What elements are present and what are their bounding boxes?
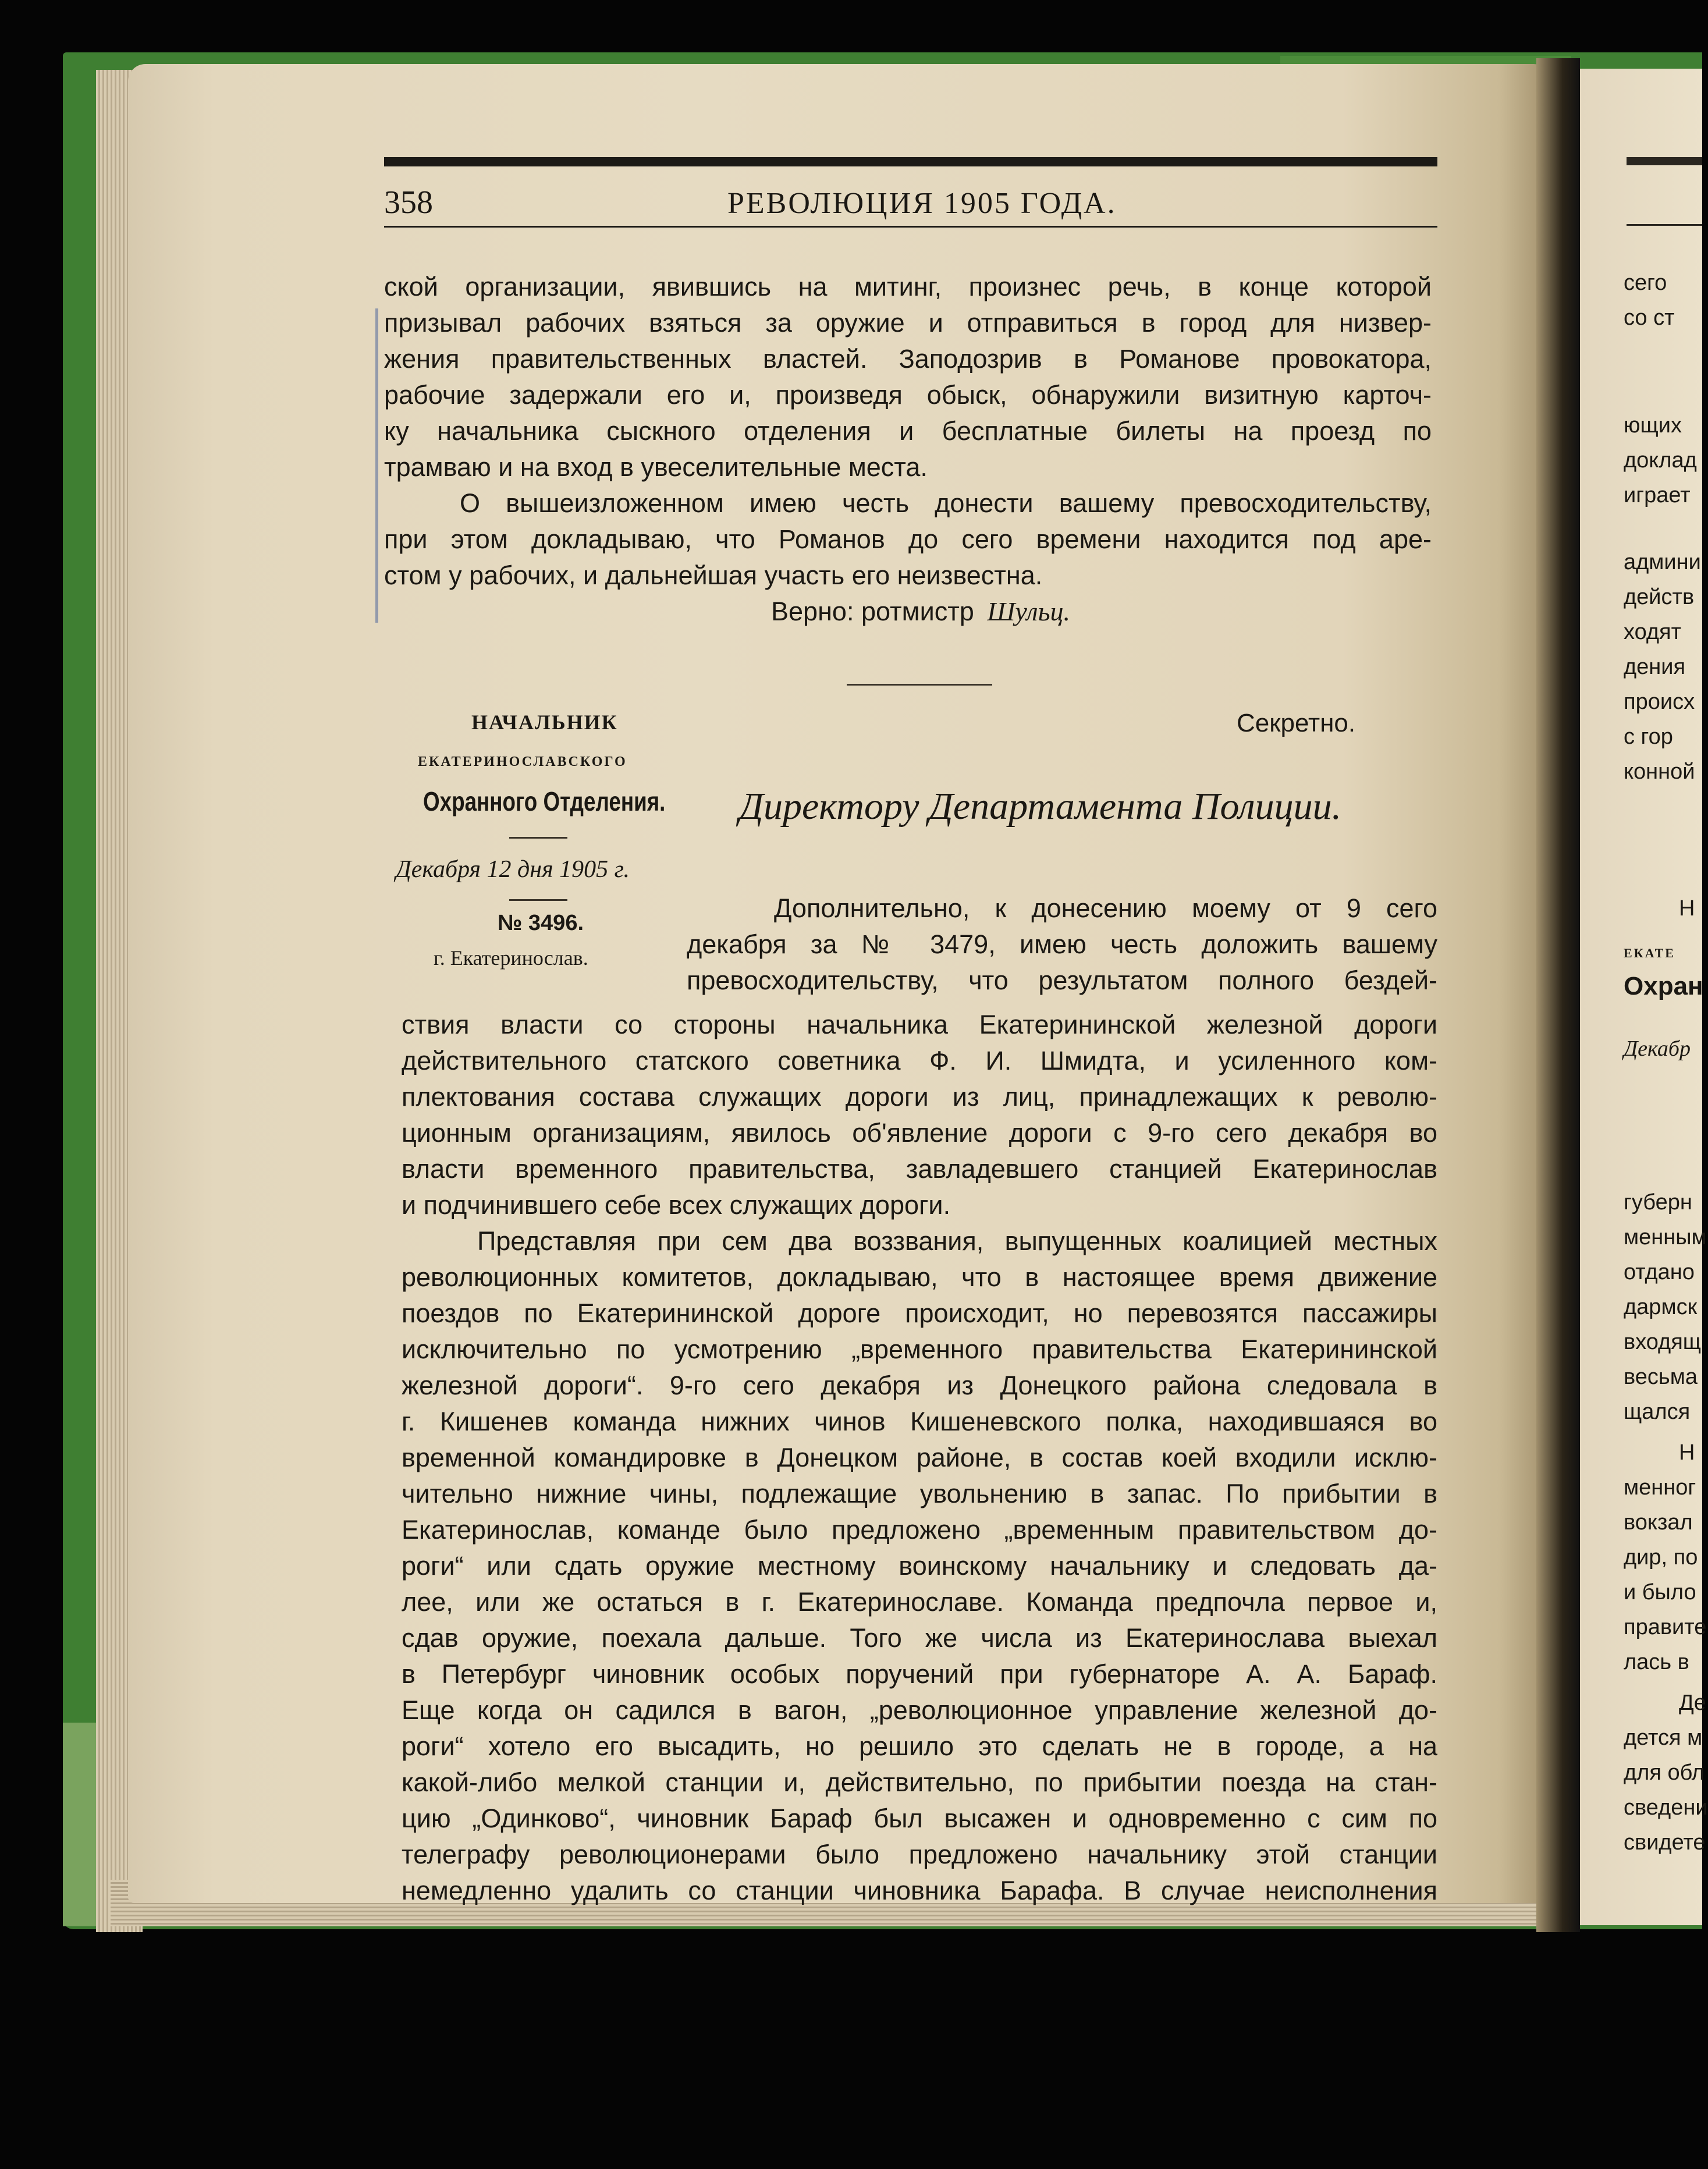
letter-date: Декабря 12 дня 1905 г.	[396, 856, 630, 883]
next-page-fragment: весьма	[1624, 1365, 1698, 1389]
section-divider	[847, 684, 992, 686]
next-page-fragment: админи	[1624, 550, 1701, 574]
next-page-fragment: щался	[1624, 1400, 1691, 1424]
text-line: ской организации, явившись на митинг, произнес речь, в конце которой	[384, 272, 1432, 301]
next-page-fragment: Н	[1679, 896, 1695, 921]
text-line: какой-либо мелкой станции и, действительно, по прибытии поезда на стан-	[402, 1767, 1437, 1797]
next-page-fragment: действ	[1624, 585, 1695, 609]
next-page-fragment: вокзал	[1624, 1510, 1693, 1535]
signature-line	[771, 594, 1070, 630]
addressee: Директору Департамента Полиции.	[739, 785, 1342, 828]
letter-place: г. Екатеринослав.	[434, 946, 588, 970]
next-page-fragment: доклад	[1624, 448, 1697, 473]
letterhead-divider	[509, 899, 567, 901]
text-line: ствия власти со стороны начальника Екатерининской железной дороги	[402, 1010, 1437, 1039]
next-page-fragment: Декабр	[1624, 1036, 1691, 1061]
next-page-fragment: дармск	[1624, 1295, 1698, 1319]
next-page-fragment: ходят	[1624, 620, 1682, 644]
text-line: поездов по Екатерининской дороге происходит, но перевозятся пассажиры	[402, 1298, 1437, 1328]
top-paragraphs	[384, 269, 1437, 618]
next-page-fragment: сего	[1624, 271, 1667, 295]
next-page-fragment: менным	[1624, 1225, 1707, 1249]
text-line: Дополнительно, к донесению моему от 9 сего	[774, 893, 1437, 923]
letterhead-department: Охранного Отделения.	[423, 786, 666, 817]
margin-pencil-mark	[375, 308, 378, 623]
text-line: при этом докладываю, что Романов до сего времени находится под аре-	[384, 524, 1432, 554]
text-line: ку начальника сыскного отделения и бесплатные билеты на проезд по	[384, 416, 1432, 446]
text-line: стом у рабочих, и дальнейшая участь его неизвестна.	[384, 560, 1043, 590]
next-page-fragment: с гор	[1624, 725, 1673, 749]
next-page-fragment: играет	[1624, 483, 1691, 507]
next-page-fragment: дется м	[1624, 1726, 1703, 1750]
text-line: декабря за № 3479, имею честь доложить вашему	[687, 929, 1437, 959]
text-line: в Петербург чиновник особых поручений при губернаторе А. А. Бараф.	[402, 1659, 1437, 1689]
header-rule-thick	[384, 157, 1437, 166]
body-text	[402, 1007, 1437, 1915]
text-line: роги“ хотело его высадить, но решило это сделать не в городе, а на	[402, 1731, 1437, 1761]
text-line: Представляя при сем два воззвания, выпущенных коалицией местных	[477, 1226, 1437, 1256]
next-page-fragment: ЕКАТЕ	[1624, 946, 1675, 960]
header-rule-thin	[384, 226, 1437, 228]
text-line: временной командировке в Донецком районе, в состав коей входили исклю-	[402, 1443, 1437, 1472]
next-page-fragment: Де	[1679, 1691, 1706, 1715]
letter-number: № 3496.	[498, 911, 584, 935]
next-page-text-clip	[1624, 0, 1708, 2169]
next-page-fragment: сведени	[1624, 1795, 1708, 1820]
text-line: цию „Одинково“, чиновник Бараф был высажен и одновременно с сим по	[402, 1804, 1437, 1833]
text-line: немедленно удалить со станции чиновника Барафа. В случае неисполнения	[402, 1876, 1437, 1905]
text-line: лее, или же остаться в г. Екатеринославе. Команда предпочла первое и,	[402, 1587, 1437, 1617]
next-page-fragment: свидете	[1624, 1830, 1706, 1855]
next-page-fragment: со ст	[1624, 306, 1675, 330]
page-number: 358	[384, 184, 433, 221]
next-page-fragment: дения	[1624, 655, 1686, 679]
text-line: плектования состава служащих дороги из лиц, принадлежащих к револю-	[402, 1082, 1437, 1112]
letterhead-region: ЕКАТЕРИНОСЛАВСКОГО	[418, 754, 627, 769]
secret-stamp: Секретно.	[1237, 709, 1356, 737]
text-line: ционным организациям, явилось об'явление дороги с 9-го сего декабря во	[402, 1118, 1437, 1148]
text-line: исключительно по усмотрению „временного правительства Екатерининской	[402, 1334, 1437, 1364]
next-page-fragment: и было	[1624, 1580, 1696, 1604]
next-page-fragment: Н	[1679, 1440, 1695, 1465]
text-line: железной дороги“. 9-го сего декабря из Донецкого района следовала в	[402, 1371, 1437, 1400]
text-line: Еще когда он садился в вагон, „революционное управление железной до-	[402, 1695, 1437, 1725]
text-line: призывал рабочих взяться за оружие и отправиться в город для низвер-	[384, 308, 1432, 338]
text-line: сдав оружие, поехала дальше. Того же числа из Екатеринослава выехал	[402, 1623, 1437, 1653]
text-line: революционных комитетов, докладываю, что в настоящее время движение	[402, 1262, 1437, 1292]
next-page-fragment: Охран	[1624, 972, 1703, 1000]
text-line: телеграфу революционерами было предложено начальнику этой станции	[402, 1840, 1437, 1869]
text-line: власти временного правительства, завладевшего станцией Екатеринослав	[402, 1154, 1437, 1184]
signature-label: Верно: ротмистр	[771, 597, 974, 626]
next-page-fragment: происх	[1624, 690, 1695, 714]
next-page-fragment: правите	[1624, 1615, 1707, 1639]
text-line: Екатеринослав, команде было предложено „временным правительством до-	[402, 1515, 1437, 1545]
text-line: действительного статского советника Ф. И. Шмидта, и усиленного ком-	[402, 1046, 1437, 1075]
text-line: роги“ или сдать оружие местному воинскому начальнику и следовать да-	[402, 1551, 1437, 1581]
book-gutter	[1536, 58, 1580, 1932]
next-page-fragment: входящ	[1624, 1330, 1702, 1354]
text-line: чительно нижние чины, подлежащие увольнению в запас. По прибытии в	[402, 1479, 1437, 1508]
letterhead-title: НАЧАЛЬНИК	[471, 711, 618, 734]
text-line: превосходительству, что результатом полного бездей-	[687, 965, 1437, 995]
next-page-fragment: губерн	[1624, 1190, 1692, 1215]
next-page-fragment: ющих	[1624, 413, 1682, 438]
body-intro	[687, 890, 1437, 1007]
text-line: трамваю и на вход в увеселительные места.	[384, 452, 928, 482]
next-page-fragment: конной	[1624, 759, 1695, 784]
text-line: О вышеизложенном имею честь донести вашему превосходительству,	[460, 488, 1432, 518]
text-line: жения правительственных властей. Заподозрив в Романове провокатора,	[384, 344, 1432, 374]
cover-edge-highlight	[1280, 56, 1571, 64]
text-line: рабочие задержали его и, произведя обыск, обнаружили визитную карточ-	[384, 380, 1432, 410]
running-title: РЕВОЛЮЦИЯ 1905 ГОДА.	[727, 187, 1117, 220]
next-page-fragment: дир, по	[1624, 1545, 1698, 1570]
next-page-fragment: отдано	[1624, 1260, 1695, 1284]
letterhead-divider	[509, 837, 567, 839]
text-line: и подчинившего себе всех служащих дороги.	[402, 1190, 951, 1220]
next-page-fragment: для обл	[1624, 1760, 1705, 1785]
text-line: г. Кишенев команда нижних чинов Кишеневского полка, находившаяся во	[402, 1407, 1437, 1436]
next-page-fragment: менног	[1624, 1475, 1696, 1500]
next-page-fragment: лась в	[1624, 1650, 1689, 1674]
signature-name: Шульц.	[987, 597, 1071, 626]
